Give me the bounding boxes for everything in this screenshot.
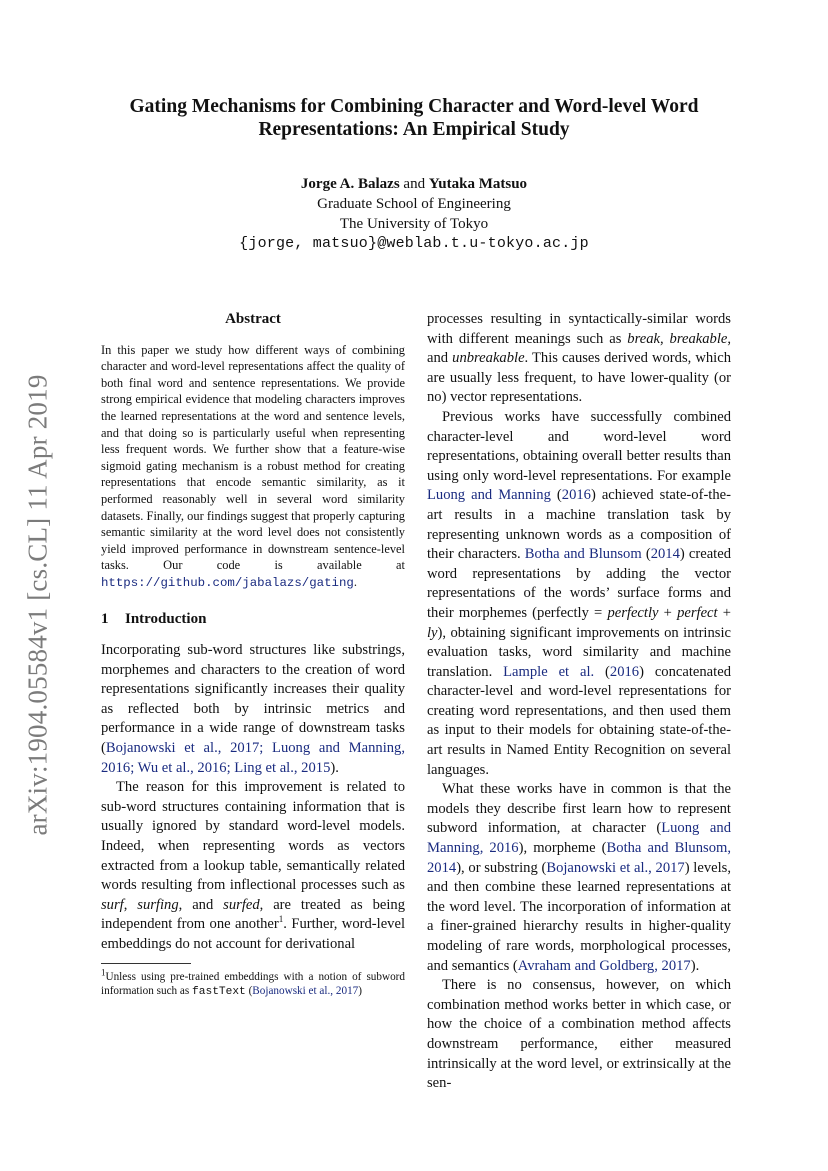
citation-link[interactable]: Bojanowski et al., 2017	[546, 859, 685, 876]
citation-year-link[interactable]: 2016	[609, 663, 640, 680]
affiliation-2: The University of Tokyo	[339, 216, 489, 232]
text: (	[245, 984, 253, 997]
section-title: Introduction	[125, 610, 207, 627]
example-word: breakable	[669, 330, 728, 347]
citation-link[interactable]: Lample et al.	[503, 663, 595, 680]
text: (	[550, 487, 562, 504]
text: ), or substring (	[456, 859, 547, 876]
footnote-divider	[101, 963, 191, 964]
footnote-marker[interactable]: 1	[278, 914, 284, 925]
text: ), morpheme (	[518, 840, 607, 857]
abstract-heading: Abstract	[225, 311, 281, 327]
text: ).	[690, 957, 700, 974]
author-email: {jorge, matsuo}@weblab.t.u-tokyo.ac.jp	[239, 235, 589, 252]
right-paragraph-1	[427, 310, 731, 408]
author-conjunction: and	[403, 176, 426, 192]
text: ).	[330, 759, 339, 776]
text: What these works have in common is that the models they describe first learn how to represent subword information, at character (	[427, 781, 731, 837]
text: ) achieved state-of-the-art results in a machine translation task by representing unknown words as a composition of their characters.	[427, 487, 731, 563]
text: Unless using pre-trained embeddings with a notion of subword information such as	[101, 970, 405, 997]
section-number: 1	[101, 610, 109, 627]
text: Incorporating sub-word structures like substrings, morphemes and characters to the creation of word representations significantly increases their quality as reflected both by intrinsic metrics and performance in a wide range of downstream tasks (	[101, 642, 405, 757]
citation-link[interactable]: Botha and Blunsom	[524, 546, 642, 563]
affiliation-1: Graduate School of Engineering	[317, 196, 511, 212]
title-line-1: Gating Mechanisms for Combining Character and Word-level Word	[129, 96, 699, 117]
author-block	[80, 174, 748, 254]
text: ) concatenated character-level and word-level representations for creating word representations, and then used them as input to their models for obtaining state-of-the-art results in Named Entity Recognition on several languages.	[427, 663, 731, 778]
citation-year-link[interactable]: 2016	[561, 487, 591, 504]
text: ) created word representations by adding the vector representations of the words’ surface forms and their morphemes (	[427, 546, 731, 621]
citation-link[interactable]: Luong and Manning, 2016	[427, 820, 731, 857]
author-1: Jorge A. Balazs	[300, 176, 400, 192]
footnote	[101, 966, 405, 999]
example-word: break	[627, 330, 660, 347]
abstract-end: .	[353, 574, 357, 589]
abstract-body: In this paper we study how different ways of combining character and word-level representations affect the quality of both final word and sentence representations. We provide strong empirical evidence that modeling characters improves the learned representations at the word and sentence levels, and that doing so is particularly useful when representing less frequent words. We further show that a feature-wise sigmoid gating mechanism is a robust method for creating representations that encode semantic similarity, as it performed reasonably well in several word similarity datasets. Finally, our findings suggest that properly capturing semantic similarity at the word level does not consistently yield improved performance in downstream sentence-level tasks. Our code is available at	[101, 342, 405, 573]
text: ,	[123, 896, 138, 913]
text: , and	[427, 330, 732, 367]
equation-term: ly	[427, 624, 438, 641]
paper-title	[80, 95, 748, 141]
text: (	[641, 546, 651, 563]
example-word: surfing	[137, 896, 179, 913]
text: The reason for this improvement is related to sub-word structures containing information that is usually ignored by standard word-level models. Indeed, when representing words as vectors extracted from a lookup table, semantically related words resulting from inflectional processes such as	[101, 779, 405, 894]
citation-link[interactable]: Luong and Manning	[427, 487, 551, 504]
text: , and	[178, 896, 224, 913]
text: . This causes derived words, which are usually less frequent, to have lower-quality (or no) vector representations.	[427, 350, 731, 406]
left-column	[101, 310, 405, 999]
equation-term: perfect	[677, 604, 718, 621]
equation-lhs: perfectly	[537, 604, 589, 621]
author-2: Yutaka Matsuo	[428, 176, 528, 192]
intro-paragraph-1	[101, 641, 405, 778]
text: )	[358, 984, 362, 997]
code-url-link[interactable]: https://github.com/jabalazs/gating	[101, 575, 354, 590]
right-paragraph-2: Previous works have successfully combined character-level and word-level word representations, obtaining overall better results than using only word-level representations. For example Luong and Manning (2016) achieved state-of-the-art results in a machine translation task by representing unknown words as a composition of their characters. Botha and Blunsom (2014) created word representations by adding the vector representations of the words’ surface forms and their morphemes (perfectly = perfectly + perfect + ly), obtaining significant improvements on intrinsic evaluation tasks, word similarity and machine translation. Lample et al. (2016) concatenated character-level and word-level representations for creating word representations, and then used them as input to their models for obtaining state-of-the-art results in Named Entity Recognition on several languages.	[427, 408, 731, 778]
section-heading-introduction	[101, 610, 405, 630]
intro-paragraph-2	[101, 778, 405, 954]
author-names	[80, 174, 748, 194]
example-word: surfed	[223, 896, 260, 913]
citation-link[interactable]: Avraham and Goldberg, 2017	[517, 957, 691, 974]
text: (	[594, 663, 610, 680]
right-paragraph-3	[427, 780, 731, 976]
text: . Further, word-level embeddings do not account for derivational	[101, 916, 406, 952]
text: Previous works have successfully combined character-level and word-level word representations, obtaining overall better results than using only word-level representations. For example	[427, 408, 731, 484]
text: ,	[659, 330, 670, 347]
footnote-number: 1	[101, 966, 106, 977]
title-line-2: Representations: An Empirical Study	[258, 119, 570, 140]
text: , are treated as being independent from one another	[101, 896, 405, 933]
abstract-text	[101, 342, 405, 592]
right-column	[427, 310, 731, 1094]
equation-term: perfectly	[607, 604, 659, 621]
citation-year-link[interactable]: 2014	[650, 546, 680, 563]
right-paragraph-4: There is no consensus, however, on which combination method works better in which case, or how the choice of a combination method affects downstream performance, either measured intrinsically at the word level, or extrinsically at the sen-	[427, 977, 731, 1092]
example-word: unbreakable	[452, 350, 525, 367]
arxiv-sidebar	[16, 363, 60, 847]
code-term: fastText	[192, 985, 246, 998]
text: processes resulting in syntactically-similar words with different meanings such as	[427, 311, 731, 347]
text: ) levels, and then combine these learned representations at the word level. The incorporation of information at a finer-grained hierarchy results in higher-quality modeling of rare words, morphological processes, and semantics (	[427, 859, 731, 974]
citation-link[interactable]: Botha and Blunsom, 2014	[427, 840, 731, 876]
text: ), obtaining significant improvements on intrinsic evaluation tasks, word similarity and machine translation.	[427, 624, 731, 680]
citation-link[interactable]: Bojanowski et al., 2017; Luong and Manning, 2016; Wu et al., 2016; Ling et al., 2015	[101, 740, 405, 776]
example-word: surf	[101, 896, 124, 913]
citation-link[interactable]: Bojanowski et al., 2017	[252, 984, 359, 997]
arxiv-id: arXiv:1904.05584v1 [cs.CL] 11 Apr 2019	[22, 374, 53, 836]
